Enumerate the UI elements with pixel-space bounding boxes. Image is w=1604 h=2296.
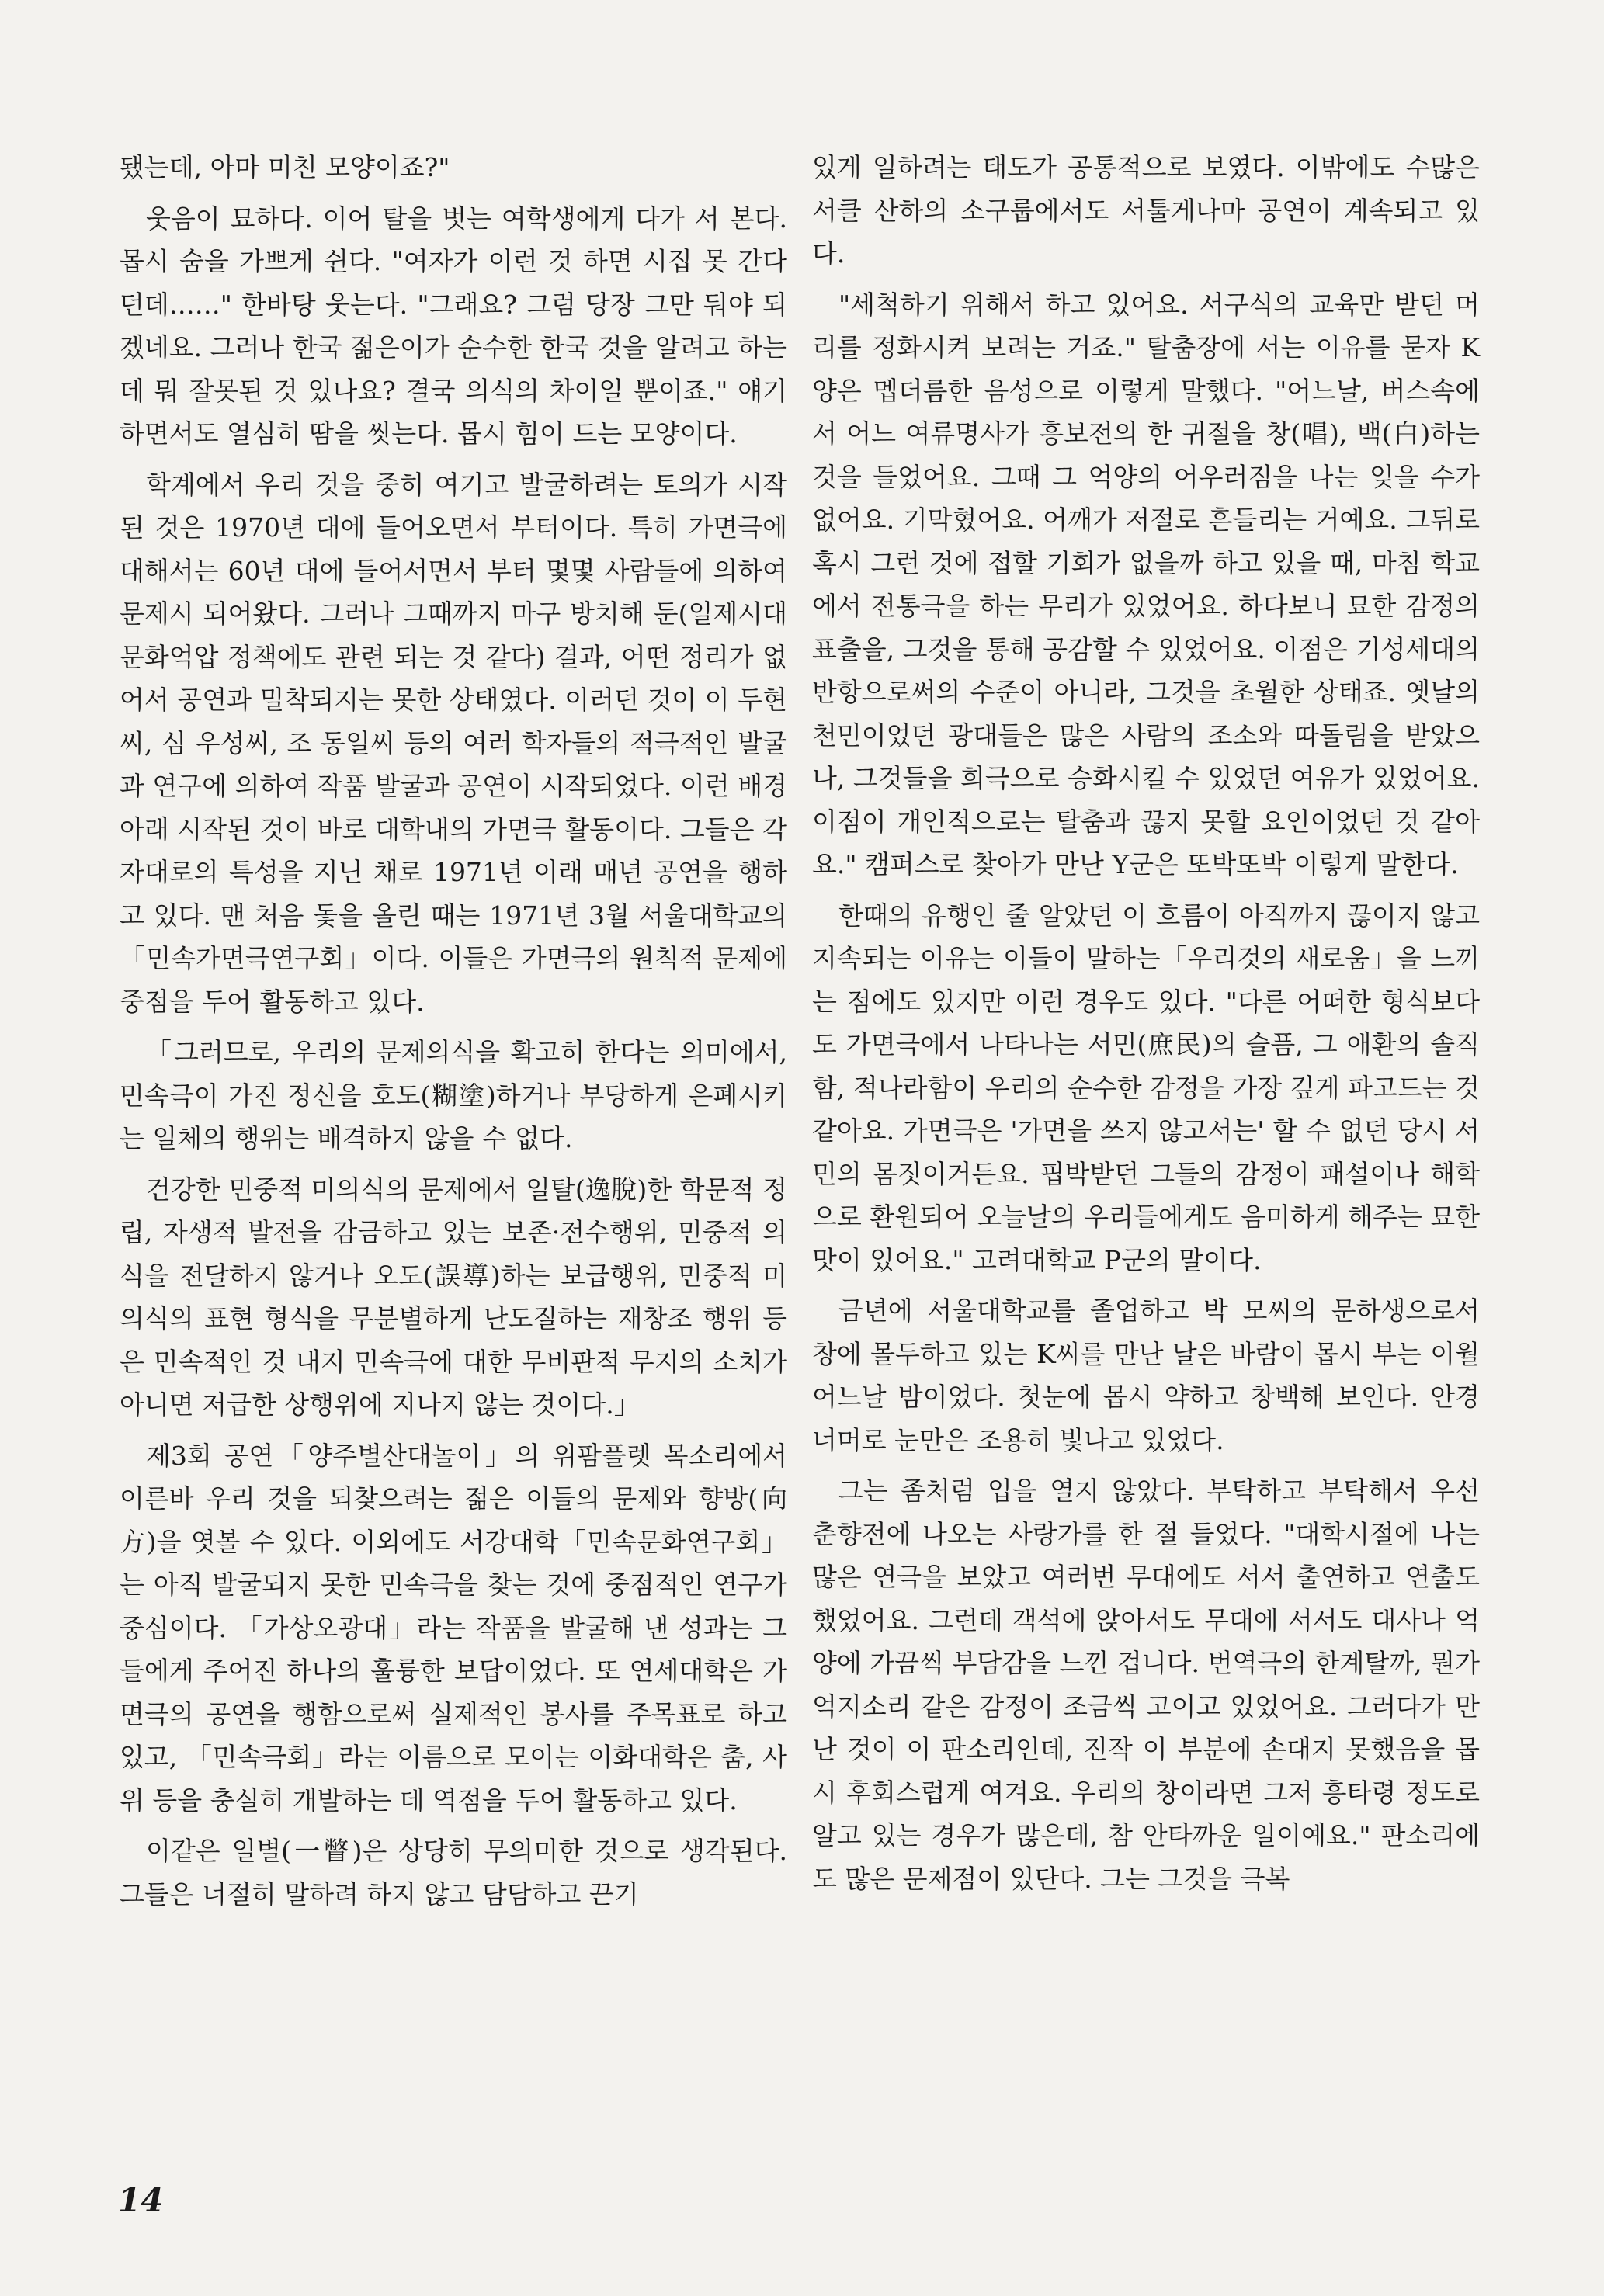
paragraph: 학계에서 우리 것을 중히 여기고 발굴하려는 토의가 시작된 것은 1970년 대에 들어오면서 부터이다. 특히 가면극에 대해서는 60년 대에 들어서면서 부터 몇몇 사람들에 의하여 문제시 되어왔다. 그러나 그때까지 마구 방치해 둔(일제시대 문화억압 정책에도 관련 되는 것 같다) 결과, 어떤 정리가 없어서 공연과 밀착되지는 못한 상태였다. 이러던 것이 이 두현씨, 심 우성씨, 조 동일씨 등의 여러 학자들의 적극적인 발굴과 연구에 의하여 작품 발굴과 공연이 시작되었다. 이런 배경아래 시작된 것이 바로 대학내의 가면극 활동이다. 그들은 각자대로의 특성을 지닌 채로 1971년 이래 매년 공연을 행하고 있다. 맨 처음 돛을 올린 때는 1971년 3월 서울대학교의 「민속가면극연구회」이다. 이들은 가면극의 원칙적 문제에 중점을 두어 활동하고 있다.: [120, 469, 787, 1017]
quote-paragraph: 건강한 민중적 미의식의 문제에서 일탈(逸脫)한 학문적 정립, 자생적 발전을 감금하고 있는 보존·전수행위, 민중적 의식을 전달하지 않거나 오도(誤導)하는 보급행위, 민중적 미의식의 표현 형식을 무분별하게 난도질하는 재창조 행위 등은 민속적인 것 내지 민속극에 대한 무비판적 무지의 소치가 아니면 저급한 상행위에 지나지 않는 것이다.」: [120, 1174, 787, 1420]
quote-paragraph: 「그러므로, 우리의 문제의식을 확고히 한다는 의미에서, 민속극이 가진 정신을 호도(糊塗)하거나 부당하게 은폐시키는 일체의 행위는 배격하지 않을 수 없다.: [120, 1037, 787, 1153]
paragraph: 제3회 공연「양주별산대놀이」의 위팜플렛 목소리에서 이른바 우리 것을 되찾으려는 젊은 이들의 문제와 향방(向方)을 엿볼 수 있다. 이외에도 서강대학「민속문화연구회」는 아직 발굴되지 못한 민속극을 찾는 것에 중점적인 연구가 중심이다. 「가상오광대」라는 작품을 발굴해 낸 성과는 그들에게 주어진 하나의 훌륭한 보답이었다. 또 연세대학은 가면극의 공연을 행함으로써 실제적인 봉사를 주목표로 하고 있고, 「민속극회」라는 이름으로 모이는 이화대학은 춤, 사위 등을 충실히 개발하는 데 역점을 두어 활동하고 있다.: [120, 1440, 787, 1816]
paragraph: 금년에 서울대학교를 졸업하고 박 모씨의 문하생으로서 창에 몰두하고 있는 K씨를 만난 날은 바람이 몹시 부는 이월 어느날 밤이었다. 첫눈에 몹시 약하고 창백해 보인다. 안경 너머로 눈만은 조용히 빛나고 있었다.: [812, 1295, 1480, 1455]
paragraph: 이같은 일별(一瞥)은 상당히 무의미한 것으로 생각된다. 그들은 너절히 말하려 하지 않고 담담하고 끈기: [120, 1836, 787, 1909]
paragraph: 있게 일하려는 태도가 공통적으로 보였다. 이밖에도 수많은 서클 산하의 소구룹에서도 서툴게나마 공연이 계속되고 있다.: [812, 152, 1480, 269]
paragraph: 그는 좀처럼 입을 열지 않았다. 부탁하고 부탁해서 우선 춘향전에 나오는 사랑가를 한 절 들었다. "대학시절에 나는 많은 연극을 보았고 여러번 무대에도 서서 출연하고 연출도 했었어요. 그런데 객석에 앉아서도 무대에 서서도 대사나 억양에 가끔씩 부담감을 느낀 겁니다. 번역극의 한계탈까, 뭔가 억지소리 같은 감정이 조금씩 고이고 있었어요. 그러다가 만난 것이 이 판소리인데, 진작 이 부분에 손대지 못했음을 몹시 후회스럽게 여겨요. 우리의 창이라면 그저 흥타령 정도로 알고 있는 경우가 많은데, 참 안타까운 일이예요." 판소리에도 많은 문제점이 있단다. 그는 그것을 극복: [812, 1476, 1480, 1894]
paragraph: 한때의 유행인 줄 알았던 이 흐름이 아직까지 끊이지 않고 지속되는 이유는 이들이 말하는「우리것의 새로움」을 느끼는 점에도 있지만 이런 경우도 있다. "다른 어떠한 형식보다도 가면극에서 나타나는 서민(庶民)의 슬픔, 그 애환의 솔직함, 적나라함이 우리의 순수한 감정을 가장 깊게 파고드는 것 같아요. 가면극은 '가면을 쓰지 않고서는' 할 수 없던 당시 서민의 몸짓이거든요. 핍박받던 그들의 감정이 패설이나 해학으로 환원되어 오늘날의 우리들에게도 음미하게 해주는 묘한 맛이 있어요." 고려대학교 P군의 말이다.: [812, 900, 1480, 1275]
left-column: [120, 146, 787, 1923]
right-column: [812, 146, 1480, 1908]
paragraph: 웃음이 묘하다. 이어 탈을 벗는 여학생에게 다가 서 본다. 몹시 숨을 가쁘게 쉰다. "여자가 이런 것 하면 시집 못 간다던데……" 한바탕 웃는다. "그래요? 그럼 당장 그만 둬야 되겠네요. 그러나 한국 젊은이가 순수한 한국 것을 알려고 하는데 뭐 잘못된 것 있나요? 결국 의식의 차이일 뿐이죠." 얘기 하면서도 열심히 땀을 씻는다. 몹시 힘이 드는 모양이다.: [120, 203, 787, 449]
page-number: 14: [118, 2181, 164, 2219]
paragraph: "세척하기 위해서 하고 있어요. 서구식의 교육만 받던 머리를 정화시켜 보려는 거죠." 탈춤장에 서는 이유를 묻자 K양은 멥더름한 음성으로 이렇게 말했다. "어느날, 버스속에서 어느 여류명사가 흥보전의 한 귀절을 창(唱), 백(白)하는 것을 들었어요. 그때 그 억양의 어우러짐을 나는 잊을 수가 없어요. 기막혔어요. 어깨가 저절로 흔들리는 거예요. 그뒤로 혹시 그런 것에 접할 기회가 없을까 하고 있을 때, 마침 학교에서 전통극을 하는 무리가 있었어요. 하다보니 묘한 감정의 표출을, 그것을 통해 공감할 수 있었어요. 이점은 기성세대의 반항으로써의 수준이 아니라, 그것을 초월한 상태죠. 옛날의 천민이었던 광대들은 많은 사람의 조소와 따돌림을 받았으나, 그것들을 희극으로 승화시킬 수 있었던 여유가 있었어요. 이점이 개인적으로는 탈춤과 끊지 못할 요인이었던 것 같아요." 캠퍼스로 찾아가 만난 Y군은 또박또박 이렇게 말한다.: [812, 289, 1480, 879]
paragraph: 됐는데, 아마 미친 모양이죠?": [120, 152, 450, 182]
